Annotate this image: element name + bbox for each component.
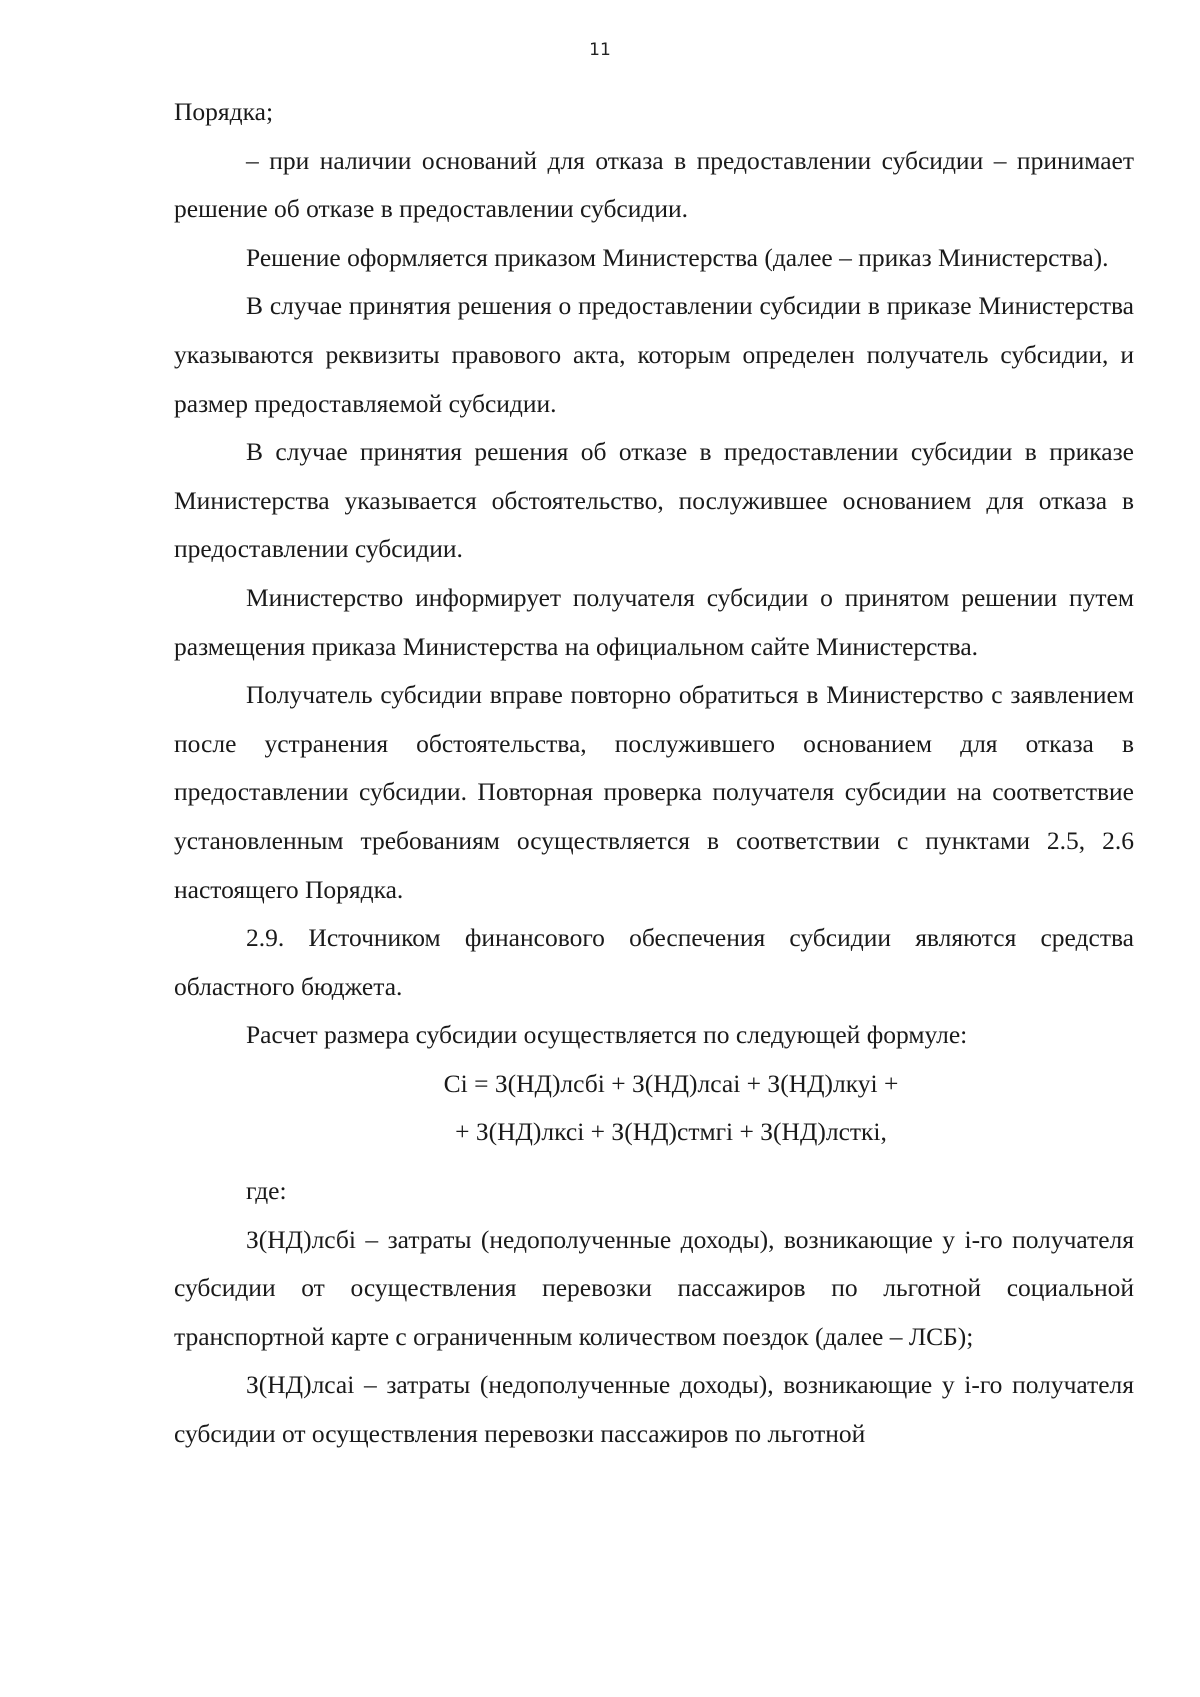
- paragraph-3: Решение оформляется приказом Министерства (далее – приказ Министерства).: [246, 242, 1109, 272]
- paragraph-9: Расчет размера субсидии осуществляется по следующей формуле:: [246, 1020, 968, 1050]
- paragraph-8: 2.9. Источником финансового обеспечения субсидии являются средства областного бюджета.: [174, 923, 1134, 1001]
- paragraph-5: В случае принятия решения об отказе в предоставлении субсидии в приказе Министерства указывается обстоятельство, послужившее основанием для отказа в предоставлении субсидии.: [174, 437, 1134, 564]
- formula-line-1: Сi = З(НД)лсбi + З(НД)лсаi + З(НД)лкуi +: [443, 1068, 899, 1098]
- paragraph-2: – при наличии оснований для отказа в предоставлении субсидии – принимает решение об отказе в предоставлении субсидии.: [174, 145, 1134, 224]
- formula-line-2: + З(НД)лксi + З(НД)стмгi + З(НД)лсткi,: [455, 1117, 887, 1147]
- paragraph-6: Министерство информирует получателя субсидии о принятом решении путем размещения приказа Министерства на официальном сайте Министерства.: [174, 582, 1134, 661]
- paragraph-where: где:: [246, 1176, 287, 1206]
- paragraph-12: З(НД)лсаi – затраты (недополученные доходы), возникающие у i-го получателя субсидии от осуществления перевозки пассажиров по льготной: [174, 1370, 1134, 1449]
- page-number: 11: [589, 40, 611, 60]
- paragraph-11: З(НД)лсбi – затраты (недополученные доходы), возникающие у i-го получателя субсидии от осуществления перевозки пассажиров по льготной социальной транспортной карте с ограниченным количеством поездок (далее – ЛСБ);: [174, 1224, 1134, 1351]
- document-body: [174, 88, 1134, 1459]
- paragraph-1: Порядка;: [174, 97, 274, 126]
- paragraph-4: В случае принятия решения о предоставлении субсидии в приказе Министерства указываются реквизиты правового акта, которым определен получатель субсидии, и размер предоставляемой субсидии.: [174, 291, 1134, 418]
- paragraph-7: Получатель субсидии вправе повторно обратиться в Министерство с заявлением после устранения обстоятельства, послужившего основанием для отказа в предоставлении субсидии. Повторная проверка получателя субсидии на соответствие установленным требованиям осуществляется в соответствии с пунктами 2.5, 2.6 настоящего Порядка.: [174, 680, 1134, 904]
